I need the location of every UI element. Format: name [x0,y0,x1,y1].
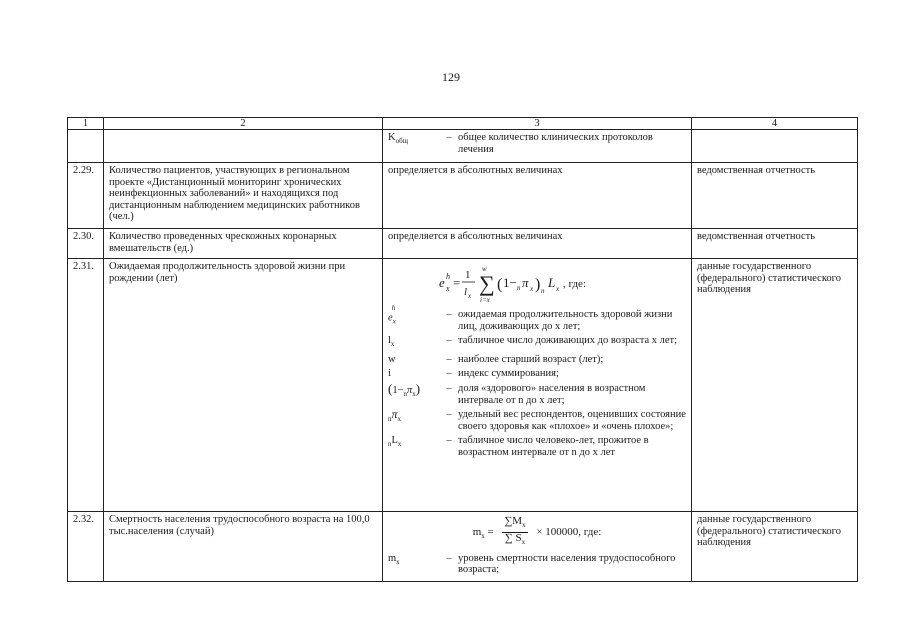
definition-dash: – [446,552,452,564]
svg-text:x: x [530,285,534,293]
definition-text: доля «здорового» населения в возрастном интервале от n до x лет; [458,383,646,406]
indicator-name [104,130,383,163]
svg-text:(: ( [497,276,503,293]
data-source: данные государственного (федерального) статистического наблюдения [692,512,858,582]
data-source [692,130,858,163]
table-header-row [68,118,858,130]
svg-text:e: e [439,275,445,290]
svg-text:): ) [535,276,541,293]
data-source: ведомственная отчетность [692,163,858,229]
row-number [68,130,104,163]
svg-text:L: L [548,275,556,290]
calculation-method [383,512,692,582]
header-col-3: 3 [383,118,692,130]
svg-text:=: = [453,275,461,290]
definition-symbol: w [388,353,396,365]
data-source: ведомственная отчетность [692,229,858,259]
svg-text:w: w [482,265,487,273]
definition-dash: – [446,309,452,320]
definition-dash: – [446,335,452,347]
definition-text: табличное число человеко-лет, прожитое в возрастном интервале от n до x лет [458,435,649,459]
definition-dash: – [446,353,452,365]
svg-text:i=x: i=x [480,296,490,303]
calculation-method: определяется в абсолютных величинах [383,163,692,229]
formula-multiplier: × 100000, где: [536,525,602,538]
svg-text:x: x [446,284,450,293]
definition-text: табличное число доживающих до возраста x лет; [458,335,678,347]
definition-symbol: $_nL_x$ [388,435,402,449]
table-row [68,130,858,163]
row-number: 2.29. [68,163,104,229]
definition-text: ожидаемая продолжительность здоровой жизни лиц, доживающих до x лет; [458,309,673,332]
table-row [68,229,858,259]
svg-text:n: n [517,284,521,292]
definition-symbol: i [388,368,391,380]
indicator-name: Количество проведенных чрескожных коронарных вмешательств (ед.) [104,229,383,259]
definition-text: наиболее старший возраст (лет); [458,353,604,365]
definition-dash: – [446,383,452,395]
header-col-2: 2 [104,118,383,130]
svg-text:x: x [468,292,472,300]
definition-text: уровень смертности населения трудоспособного возраста; [458,552,676,576]
formula-graphic [437,263,637,303]
definition-text: общее количество клинических протоколов лечения [458,132,653,155]
svg-text:x: x [556,285,560,293]
definitions-list [388,553,686,579]
row-number: 2.30. [68,229,104,259]
definition-item [388,368,686,383]
definition-item [388,383,686,409]
definition-symbol: $K_{общ}$ [388,132,409,146]
row-number: 2.31. [68,259,104,512]
definition-item [388,435,686,461]
table-row [68,163,858,229]
definition-item [388,409,686,435]
svg-text:n: n [541,287,545,295]
svg-text:π: π [522,275,529,290]
definitions-list [388,132,686,158]
svg-text:∑: ∑ [479,271,495,296]
definition-item [388,132,686,158]
indicator-name: Ожидаемая продолжительность здоровой жизни при рождении (лет) [104,259,383,512]
definition-item [388,309,686,335]
definition-dash: – [446,132,452,143]
definition-dash: – [446,368,452,380]
header-col-1: 1 [68,118,104,130]
calculation-method: определяется в абсолютных величинах [383,229,692,259]
svg-text:1−: 1− [503,275,517,290]
definition-item [388,553,686,579]
definition-symbol: $e_x^h$ [388,304,396,326]
definition-item [388,335,686,354]
table-row [68,512,858,582]
definition-dash: – [446,409,452,421]
indicators-table [67,117,858,582]
definition-symbol: $(1-_n\pi_x)$ [388,381,421,399]
definition-symbol: $l_x$ [388,335,395,349]
formula-healthy-life [388,261,686,309]
definition-text: удельный вес респондентов, оценивших состояние своего здоровья как «плохое» и «очень плохое»; [458,409,686,432]
data-source: данные государственного (федерального) статистического наблюдения [692,259,858,512]
definition-symbol: $_n\pi_x$ [388,407,402,424]
indicator-name: Количество пациентов, участвующих в региональном проекте «Дистанционный мониторинг хронических неинфекционных заболеваний» и находящихся под дистанционным наблюдением медицинских работников (чел.) [104,163,383,229]
row-number: 2.32. [68,512,104,582]
formula-suffix: , где: [563,278,586,290]
definition-text: индекс суммирования; [458,368,559,380]
table-row [68,259,858,512]
definition-dash: – [446,435,452,447]
indicator-name: Смертность населения трудоспособного возраста на 100,0 тыс.населения (случай) [104,512,383,582]
definition-symbol: $m_x$ [388,552,400,566]
svg-text:h: h [446,272,450,281]
calculation-method [383,130,692,163]
definition-item [388,354,686,369]
page-number: 129 [442,70,460,84]
formula-working-age-mortality: $m_x$ = $\frac{\sum M_x}{\sum S_x}$ × 100000, где: [472,515,602,546]
svg-text:1: 1 [465,269,471,281]
svg-text:l: l [464,286,468,298]
header-col-4: 4 [692,118,858,130]
definitions-list [388,304,686,462]
calculation-method [383,259,692,512]
